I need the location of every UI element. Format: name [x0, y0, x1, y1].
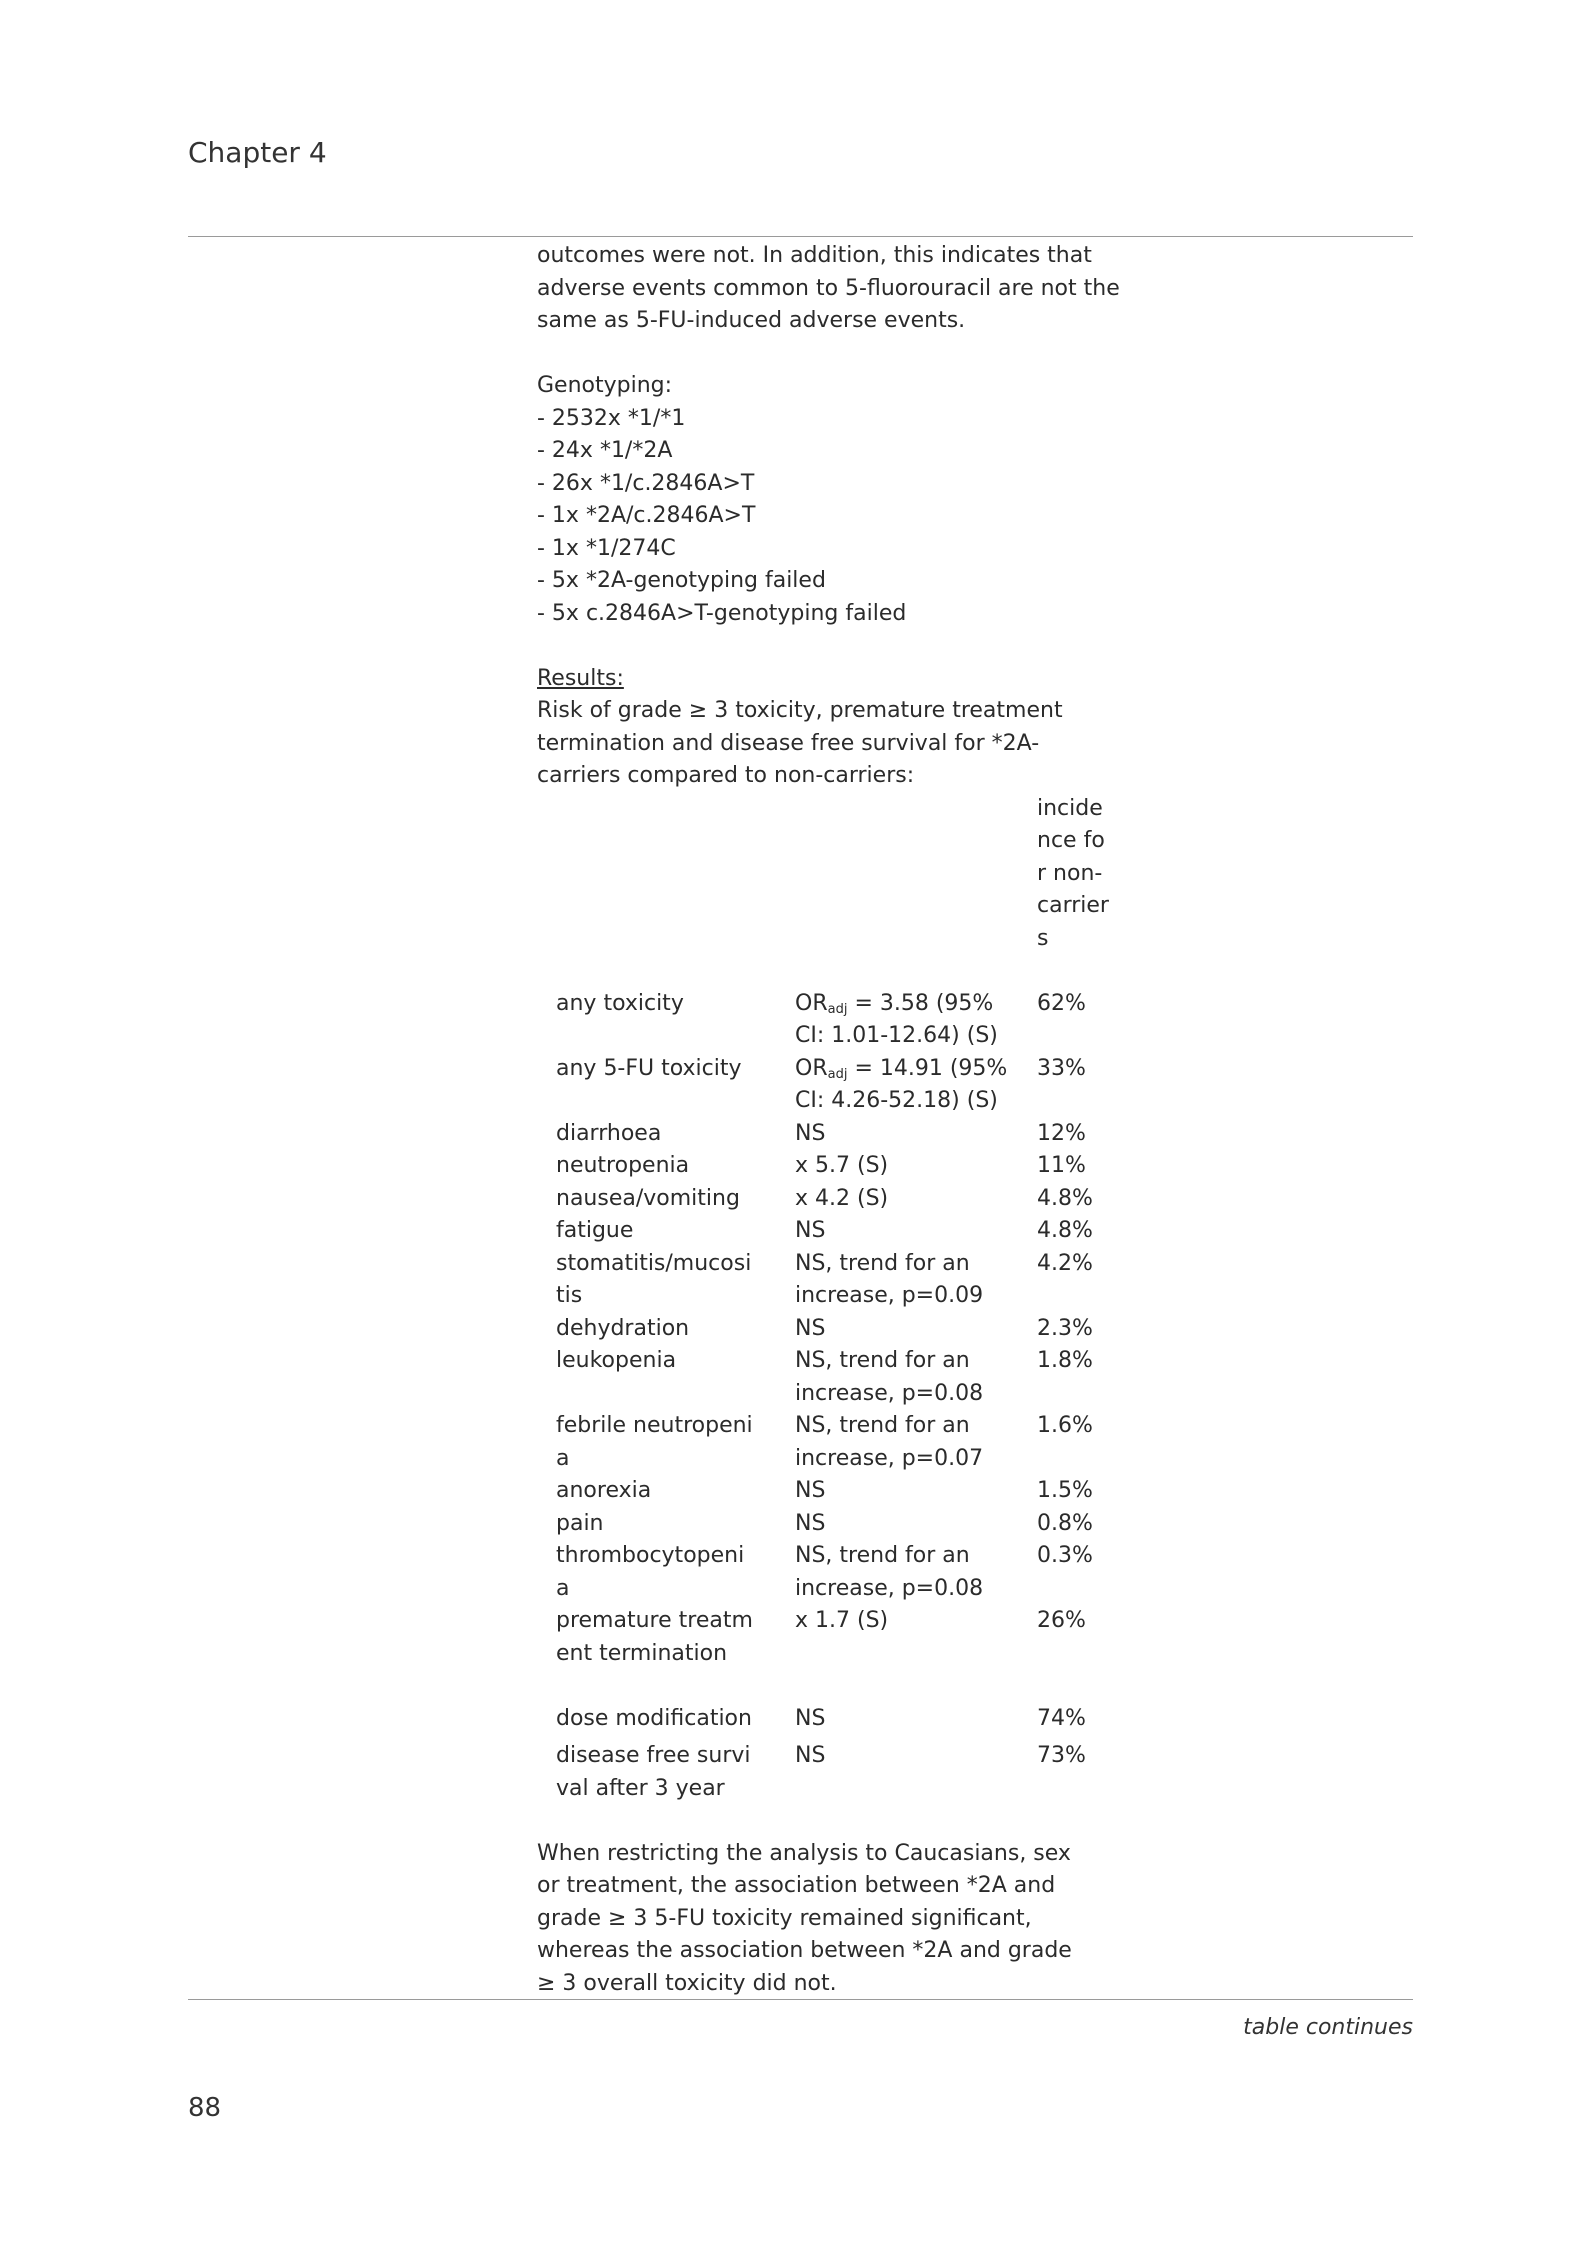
toxicity-name: any toxicity	[556, 990, 684, 1016]
incidence-value: 73%	[1037, 1743, 1086, 1768]
toxicity-name: neutropenia	[556, 1153, 690, 1178]
effect-value: NS, trend for an increase, p=0.08	[795, 1348, 984, 1406]
toxicity-name: stomatitis/mucositis	[556, 1250, 752, 1308]
incidence-value: 1.6%	[1037, 1413, 1093, 1438]
incidence-value: 4.2%	[1037, 1250, 1093, 1276]
table-row	[537, 1150, 1137, 1183]
effect-value: NS	[795, 1120, 826, 1146]
or-label: OR	[795, 1055, 828, 1081]
top-rule	[188, 236, 1413, 237]
genotyping-item: - 24x *1/*2A	[537, 438, 673, 463]
genotyping-item: - 2532x *1/*1	[537, 405, 686, 431]
chapter-heading: Chapter 4	[188, 136, 327, 169]
table-continues-note: table continues	[1243, 2015, 1413, 2040]
genotyping-item: - 5x c.2846A>T-genotyping failed	[537, 600, 907, 626]
table-row	[537, 1313, 1137, 1346]
table-row	[537, 1183, 1137, 1216]
risk-line: Risk of grade ≥ 3 toxicity, premature treatment	[537, 698, 1063, 723]
table-row	[537, 1410, 1137, 1475]
toxicity-name: leukopenia	[556, 1348, 677, 1373]
results-title: Results:	[537, 665, 624, 691]
risk-line: termination and disease free survival for *2A-	[537, 730, 1040, 756]
intro-line: adverse events common to 5-fluorouracil are not the	[537, 275, 1120, 301]
bottom-rule	[188, 1999, 1413, 2000]
toxicity-name: thrombocytopenia	[556, 1543, 745, 1601]
effect-value	[795, 988, 1010, 1053]
effect-value: NS, trend for an increase, p=0.08	[795, 1543, 984, 1601]
table-cell-content	[537, 240, 1137, 2000]
genotyping-item: - 1x *2A/c.2846A>T	[537, 503, 756, 528]
incidence-value: 2.3%	[1037, 1315, 1093, 1341]
toxicity-name: febrile neutropenia	[556, 1413, 753, 1471]
incidence-value: 11%	[1037, 1153, 1086, 1178]
or-subscript: adj	[827, 1001, 848, 1017]
intro-line: same as 5-FU-induced adverse events.	[537, 308, 966, 333]
incidence-value: 4.8%	[1037, 1218, 1093, 1243]
incidence-value: 0.3%	[1037, 1543, 1093, 1568]
toxicity-name: dehydration	[556, 1315, 690, 1341]
toxicity-name: nausea/vomiting	[556, 1185, 740, 1211]
results-table-header	[537, 793, 1137, 988]
incidence-value: 26%	[1037, 1608, 1086, 1633]
table-row	[537, 1248, 1137, 1313]
table-row	[537, 1740, 1137, 1838]
effect-value: NS	[795, 1510, 826, 1536]
table-row	[537, 1215, 1137, 1248]
effect-value: NS	[795, 1218, 826, 1243]
table-row	[537, 1053, 1137, 1118]
intro-line: outcomes were not. In addition, this indicates that	[537, 243, 1092, 268]
effect-value: NS	[795, 1743, 826, 1768]
effect-value: NS	[795, 1705, 826, 1731]
toxicity-name: disease free survival after 3 year	[556, 1743, 751, 1801]
incidence-value: 1.8%	[1037, 1348, 1093, 1373]
or-label: OR	[795, 990, 828, 1016]
or-text: = 3.58 (95% CI: 1.01-12.64) (S)	[795, 990, 998, 1048]
table-row	[537, 1118, 1137, 1151]
toxicity-name: any 5-FU toxicity	[556, 1055, 742, 1081]
effect-value: NS	[795, 1478, 826, 1503]
toxicity-name: dose modification	[556, 1705, 752, 1731]
effect-value: x 1.7 (S)	[795, 1608, 889, 1633]
results-table	[537, 988, 1137, 1838]
genotyping-item: - 5x *2A-genotyping failed	[537, 568, 826, 593]
table-row	[537, 988, 1137, 1053]
toxicity-name: anorexia	[556, 1478, 652, 1503]
effect-value: NS	[795, 1315, 826, 1341]
toxicity-name: premature treatment termination	[556, 1608, 753, 1666]
table-row	[537, 1703, 1137, 1741]
genotyping-title: Genotyping:	[537, 373, 673, 398]
tail-text: When restricting the analysis to Caucasians, sex or treatment, the association between *2A and grade ≥ 3 5-FU toxicity remained significant, whereas the association between *2A and grade ≥ 3 overall toxicity did not.	[537, 1840, 1072, 1996]
incidence-header: incidence for non-carriers	[1037, 795, 1109, 951]
table-row	[537, 1540, 1137, 1605]
incidence-value: 62%	[1037, 990, 1086, 1016]
table-row	[537, 1605, 1137, 1703]
table-row	[537, 1345, 1137, 1410]
table-row	[537, 1508, 1137, 1541]
effect-value: NS, trend for an increase, p=0.09	[795, 1250, 984, 1308]
effect-value: x 5.7 (S)	[795, 1153, 889, 1178]
genotyping-item: - 26x *1/c.2846A>T	[537, 470, 755, 496]
incidence-value: 74%	[1037, 1705, 1086, 1731]
effect-value: x 4.2 (S)	[795, 1185, 889, 1211]
toxicity-name: pain	[556, 1510, 604, 1536]
toxicity-name: diarrhoea	[556, 1120, 662, 1146]
table-row	[537, 1475, 1137, 1508]
incidence-value: 1.5%	[1037, 1478, 1093, 1503]
effect-value	[795, 1053, 1010, 1118]
toxicity-name: fatigue	[556, 1218, 634, 1243]
risk-line: carriers compared to non-carriers:	[537, 763, 915, 788]
incidence-value: 4.8%	[1037, 1185, 1093, 1211]
incidence-value: 0.8%	[1037, 1510, 1093, 1536]
incidence-value: 12%	[1037, 1120, 1086, 1146]
effect-value: NS, trend for an increase, p=0.07	[795, 1413, 984, 1471]
incidence-value: 33%	[1037, 1055, 1086, 1081]
page-number: 88	[188, 2093, 222, 2123]
or-subscript: adj	[827, 1066, 848, 1082]
or-text: = 14.91 (95% CI: 4.26-52.18) (S)	[795, 1055, 1008, 1113]
genotyping-item: - 1x *1/274C	[537, 535, 676, 561]
